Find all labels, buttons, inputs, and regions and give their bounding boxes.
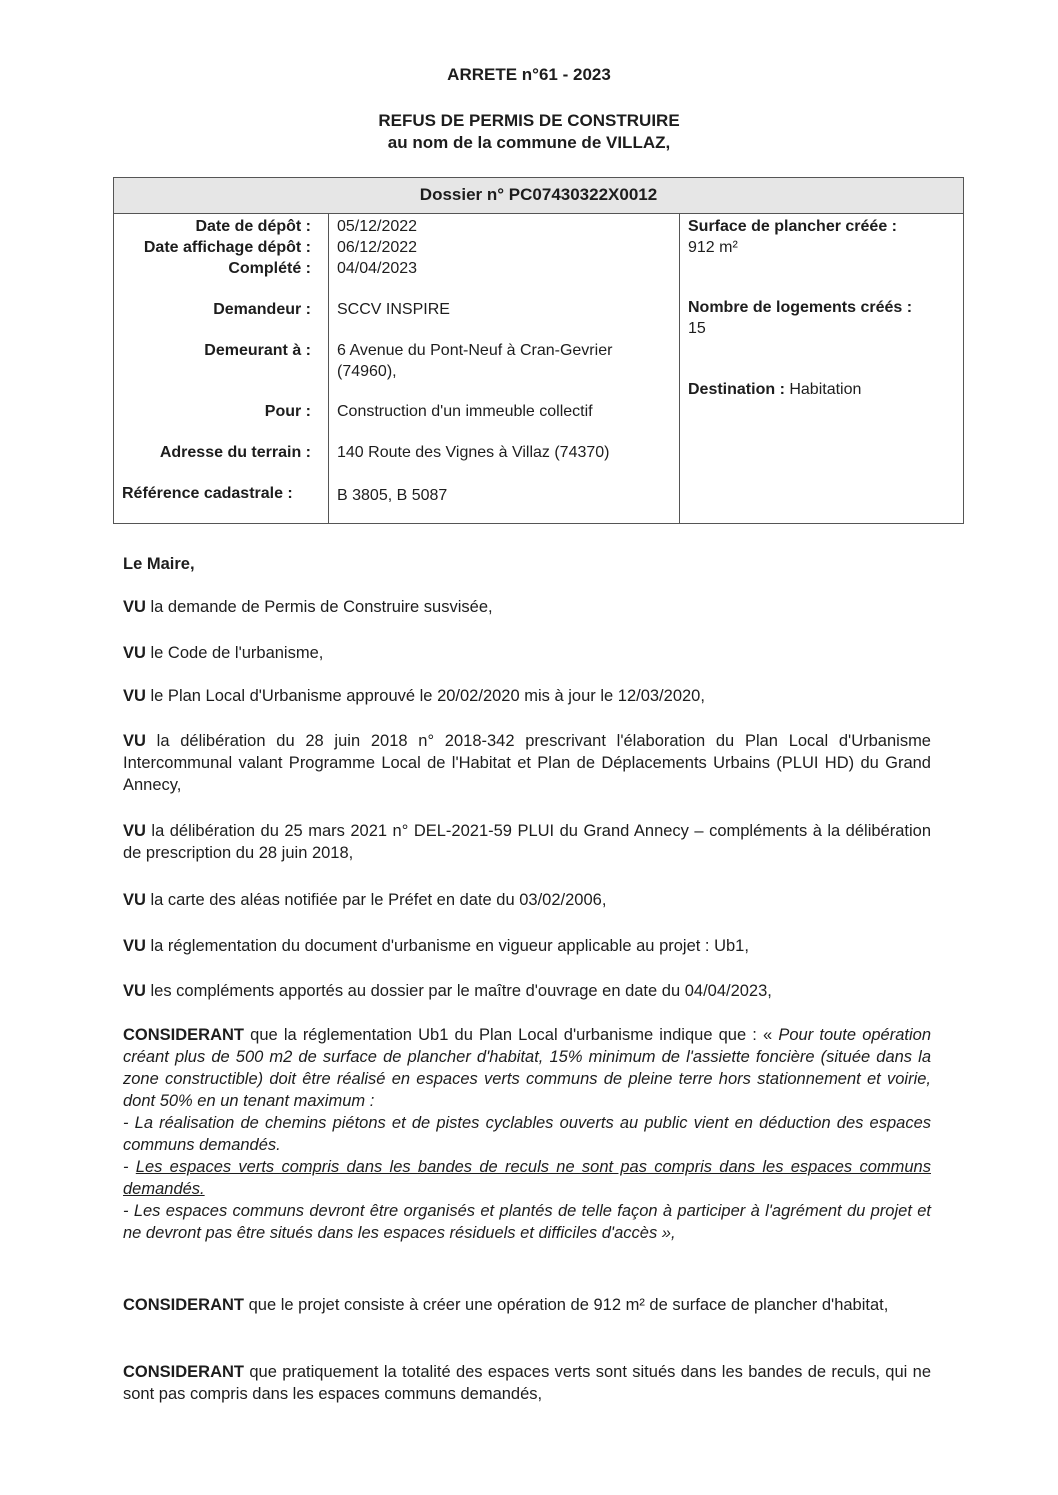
considerant-paragraph: CONSIDERANT que la réglementation Ub1 du Plan Local d'urbanisme indique que : « Pour toute opération créant plus de 500 m2 de surface de plancher d'habitat, 15% minimum de l'assiette foncière (située dans la zone constructible) doit être réalisé en espaces verts communs de pleine terre hors stationnement et voirie, dont 50% en un tenant maximum : - La réalisation de chemins piétons et de pistes cyclables ouverts au public vient en déduction des espaces communs demandés. - Les espaces verts compris dans les bandes de reculs ne sont pas compris dans les espaces communs demandés. - Les espaces communs devront être organisés et plantés de telle façon à participer à l'agrément du projet et ne devront pas être situés dans les espaces résiduels et difficiles d'accès », [123, 1026, 931, 1242]
vu-paragraph: VU la réglementation du document d'urbanisme en vigueur applicable au projet : Ub1, [123, 937, 749, 955]
vu-paragraph: VU la délibération du 28 juin 2018 n° 2018-342 prescrivant l'élaboration du Plan Local d'Urbanisme Intercommunal valant Programme Local de l'Habitat et Plan de Déplacements Urbains (PLUI HD) du Grand Annecy, [123, 732, 931, 794]
value-pour: Construction d'un immeuble collectif [337, 403, 593, 420]
considerant-paragraph: CONSIDERANT que le projet consiste à créer une opération de 912 m² de surface de plancher d'habitat, [123, 1296, 889, 1314]
label-date-depot: Date de dépôt : [195, 218, 311, 235]
value-surface: 912 m² [688, 239, 738, 256]
label-date-affichage: Date affichage dépôt : [143, 239, 311, 256]
value-demandeur: SCCV INSPIRE [337, 301, 450, 318]
destination-line [688, 379, 861, 400]
vu-paragraph: VU le Code de l'urbanisme, [123, 644, 324, 662]
arrete-number: ARRETE n°61 - 2023 [447, 65, 611, 84]
value-reference-cadastrale: B 3805, B 5087 [337, 487, 448, 504]
label-destination: Destination : [688, 381, 785, 398]
value-logements: 15 [688, 320, 706, 337]
value-date-depot: 05/12/2022 [337, 218, 418, 235]
label-demandeur: Demandeur : [213, 301, 311, 318]
vu-paragraph: VU les compléments apportés au dossier par le maître d'ouvrage en date du 04/04/2023, [123, 982, 772, 1000]
document-subtitle: au nom de la commune de VILLAZ, [387, 133, 671, 152]
label-pour: Pour : [264, 403, 311, 420]
column-divider [328, 214, 329, 523]
label-logements: Nombre de logements créés : [688, 299, 913, 316]
value-date-affichage: 06/12/2022 [337, 239, 418, 256]
vu-paragraph: VU la demande de Permis de Construire susvisée, [123, 598, 493, 616]
label-reference-cadastrale: Référence cadastrale : [122, 485, 293, 502]
vu-paragraph: VU le Plan Local d'Urbanisme approuvé le 20/02/2020 mis à jour le 12/03/2020, [123, 687, 705, 705]
vu-paragraph: VU la délibération du 25 mars 2021 n° DEL-2021-59 PLUI du Grand Annecy – compléments à la délibération de prescription du 28 juin 2018, [123, 822, 931, 862]
label-surface: Surface de plancher créée : [688, 218, 897, 235]
document-title: REFUS DE PERMIS DE CONSTRUIRE [378, 111, 680, 130]
value-demeurant: 6 Avenue du Pont-Neuf à Cran-Gevrier [337, 342, 613, 359]
label-demeurant: Demeurant à : [204, 342, 311, 359]
le-maire: Le Maire, [123, 555, 195, 573]
vu-paragraph: VU la carte des aléas notifiée par le Préfet en date du 03/02/2006, [123, 891, 607, 909]
value-destination: Habitation [784, 381, 862, 398]
value-complete: 04/04/2023 [337, 260, 418, 277]
label-complete: Complété : [228, 260, 311, 277]
column-divider [679, 214, 680, 523]
dossier-title: Dossier n° PC07430322X0012 [114, 178, 963, 214]
value-demeurant-line2: (74960), [337, 363, 397, 380]
label-adresse-terrain: Adresse du terrain : [159, 444, 311, 461]
value-adresse-terrain: 140 Route des Vignes à Villaz (74370) [337, 444, 610, 461]
considerant-paragraph: CONSIDERANT que pratiquement la totalité des espaces verts sont situés dans les bandes de reculs, qui ne sont pas compris dans les espaces communs demandés, [123, 1363, 931, 1403]
